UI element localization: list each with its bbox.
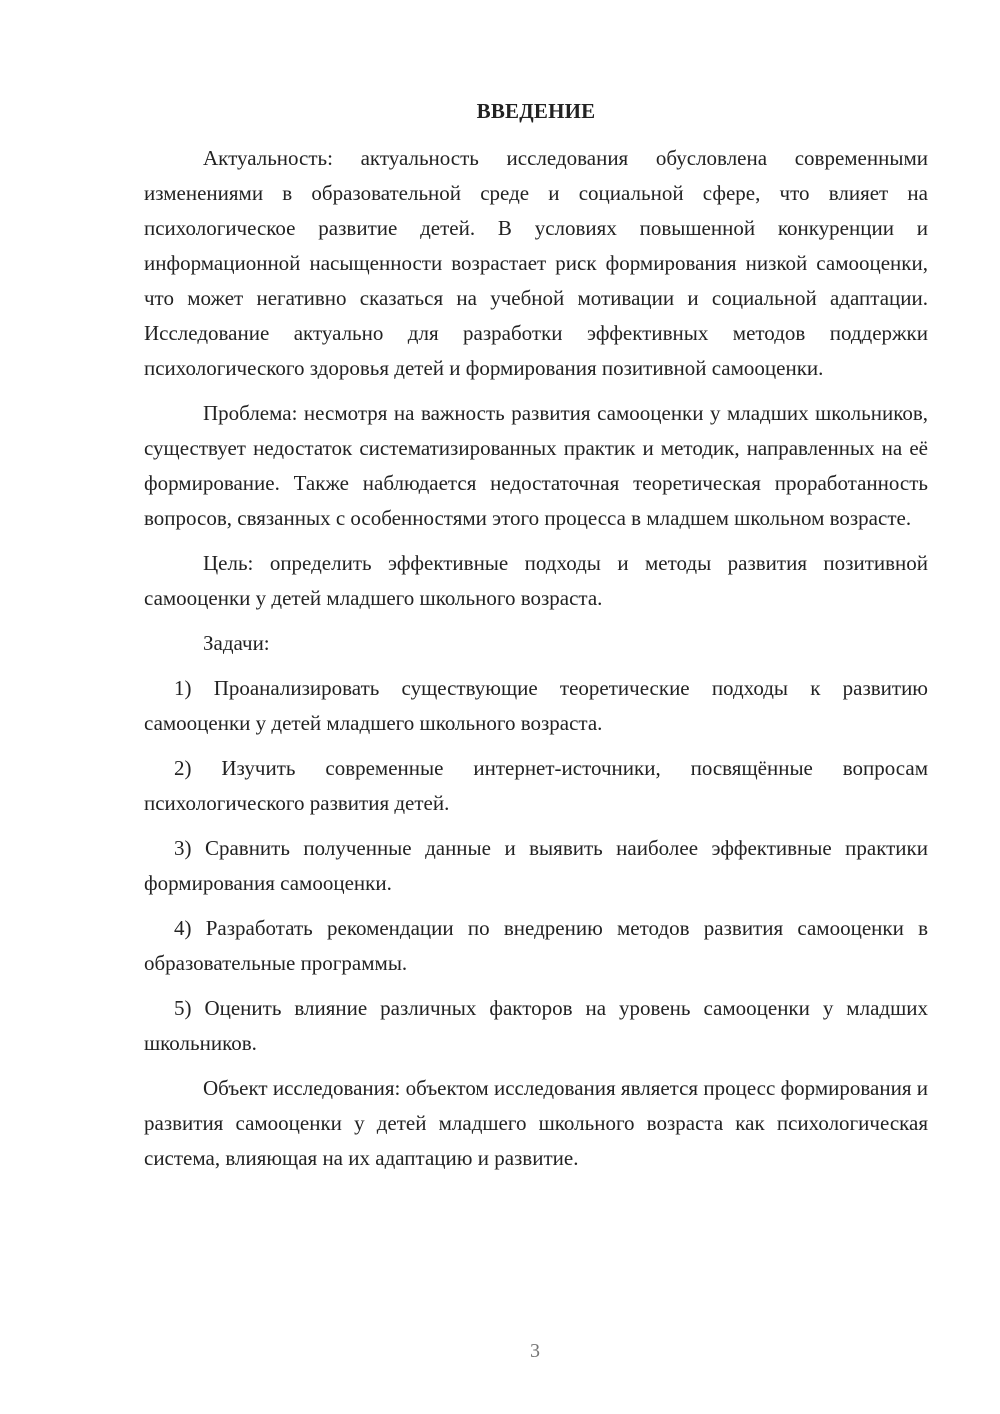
relevance-paragraph: Актуальность: актуальность исследования обусловлена современными изменениями в образовательной среде и социальной сфере, что влияет на психологическое развитие детей. В условиях повышенной конкуренции и информационной насыщенности возрастает риск формирования низкой самооценки, что может негативно сказаться на учебной мотивации и социальной адаптации. Исследование актуально для разработки эффективных методов поддержки психологического здоровья детей и формирования позитивной самооценки. (144, 146, 928, 380)
object-paragraph: Объект исследования: объектом исследования является процесс формирования и развития самооценки у детей младшего школьного возраста как психологическая система, влияющая на их адаптацию и развитие. (144, 1076, 928, 1170)
page-title: ВВЕДЕНИЕ (476, 99, 596, 123)
tasks-heading: Задачи: (203, 631, 270, 655)
task-item-1: 1) Проанализировать существующие теоретические подходы к развитию самооценки у детей младшего школьного возраста. (144, 676, 928, 735)
task-item-2: 2) Изучить современные интернет-источники, посвящённые вопросам психологического развития детей. (144, 756, 928, 815)
page-content (144, 93, 928, 1176)
task-item-5: 5) Оценить влияние различных факторов на уровень самооценки у младших школьников. (144, 996, 928, 1055)
problem-paragraph: Проблема: несмотря на важность развития самооценки у младших школьников, существует недостаток систематизированных практик и методик, направленных на её формирование. Также наблюдается недостаточная теоретическая проработанность вопросов, связанных с особенностями этого процесса в младшем школьном возрасте. (144, 401, 928, 530)
task-item-4: 4) Разработать рекомендации по внедрению методов развития самооценки в образовательные программы. (144, 916, 928, 975)
page-number: 3 (530, 1340, 540, 1362)
title-container (184, 93, 888, 129)
goal-paragraph: Цель: определить эффективные подходы и методы развития позитивной самооценки у детей младшего школьного возраста. (144, 551, 928, 610)
task-item-3: 3) Сравнить полученные данные и выявить наиболее эффективные практики формирования самооценки. (144, 836, 928, 895)
